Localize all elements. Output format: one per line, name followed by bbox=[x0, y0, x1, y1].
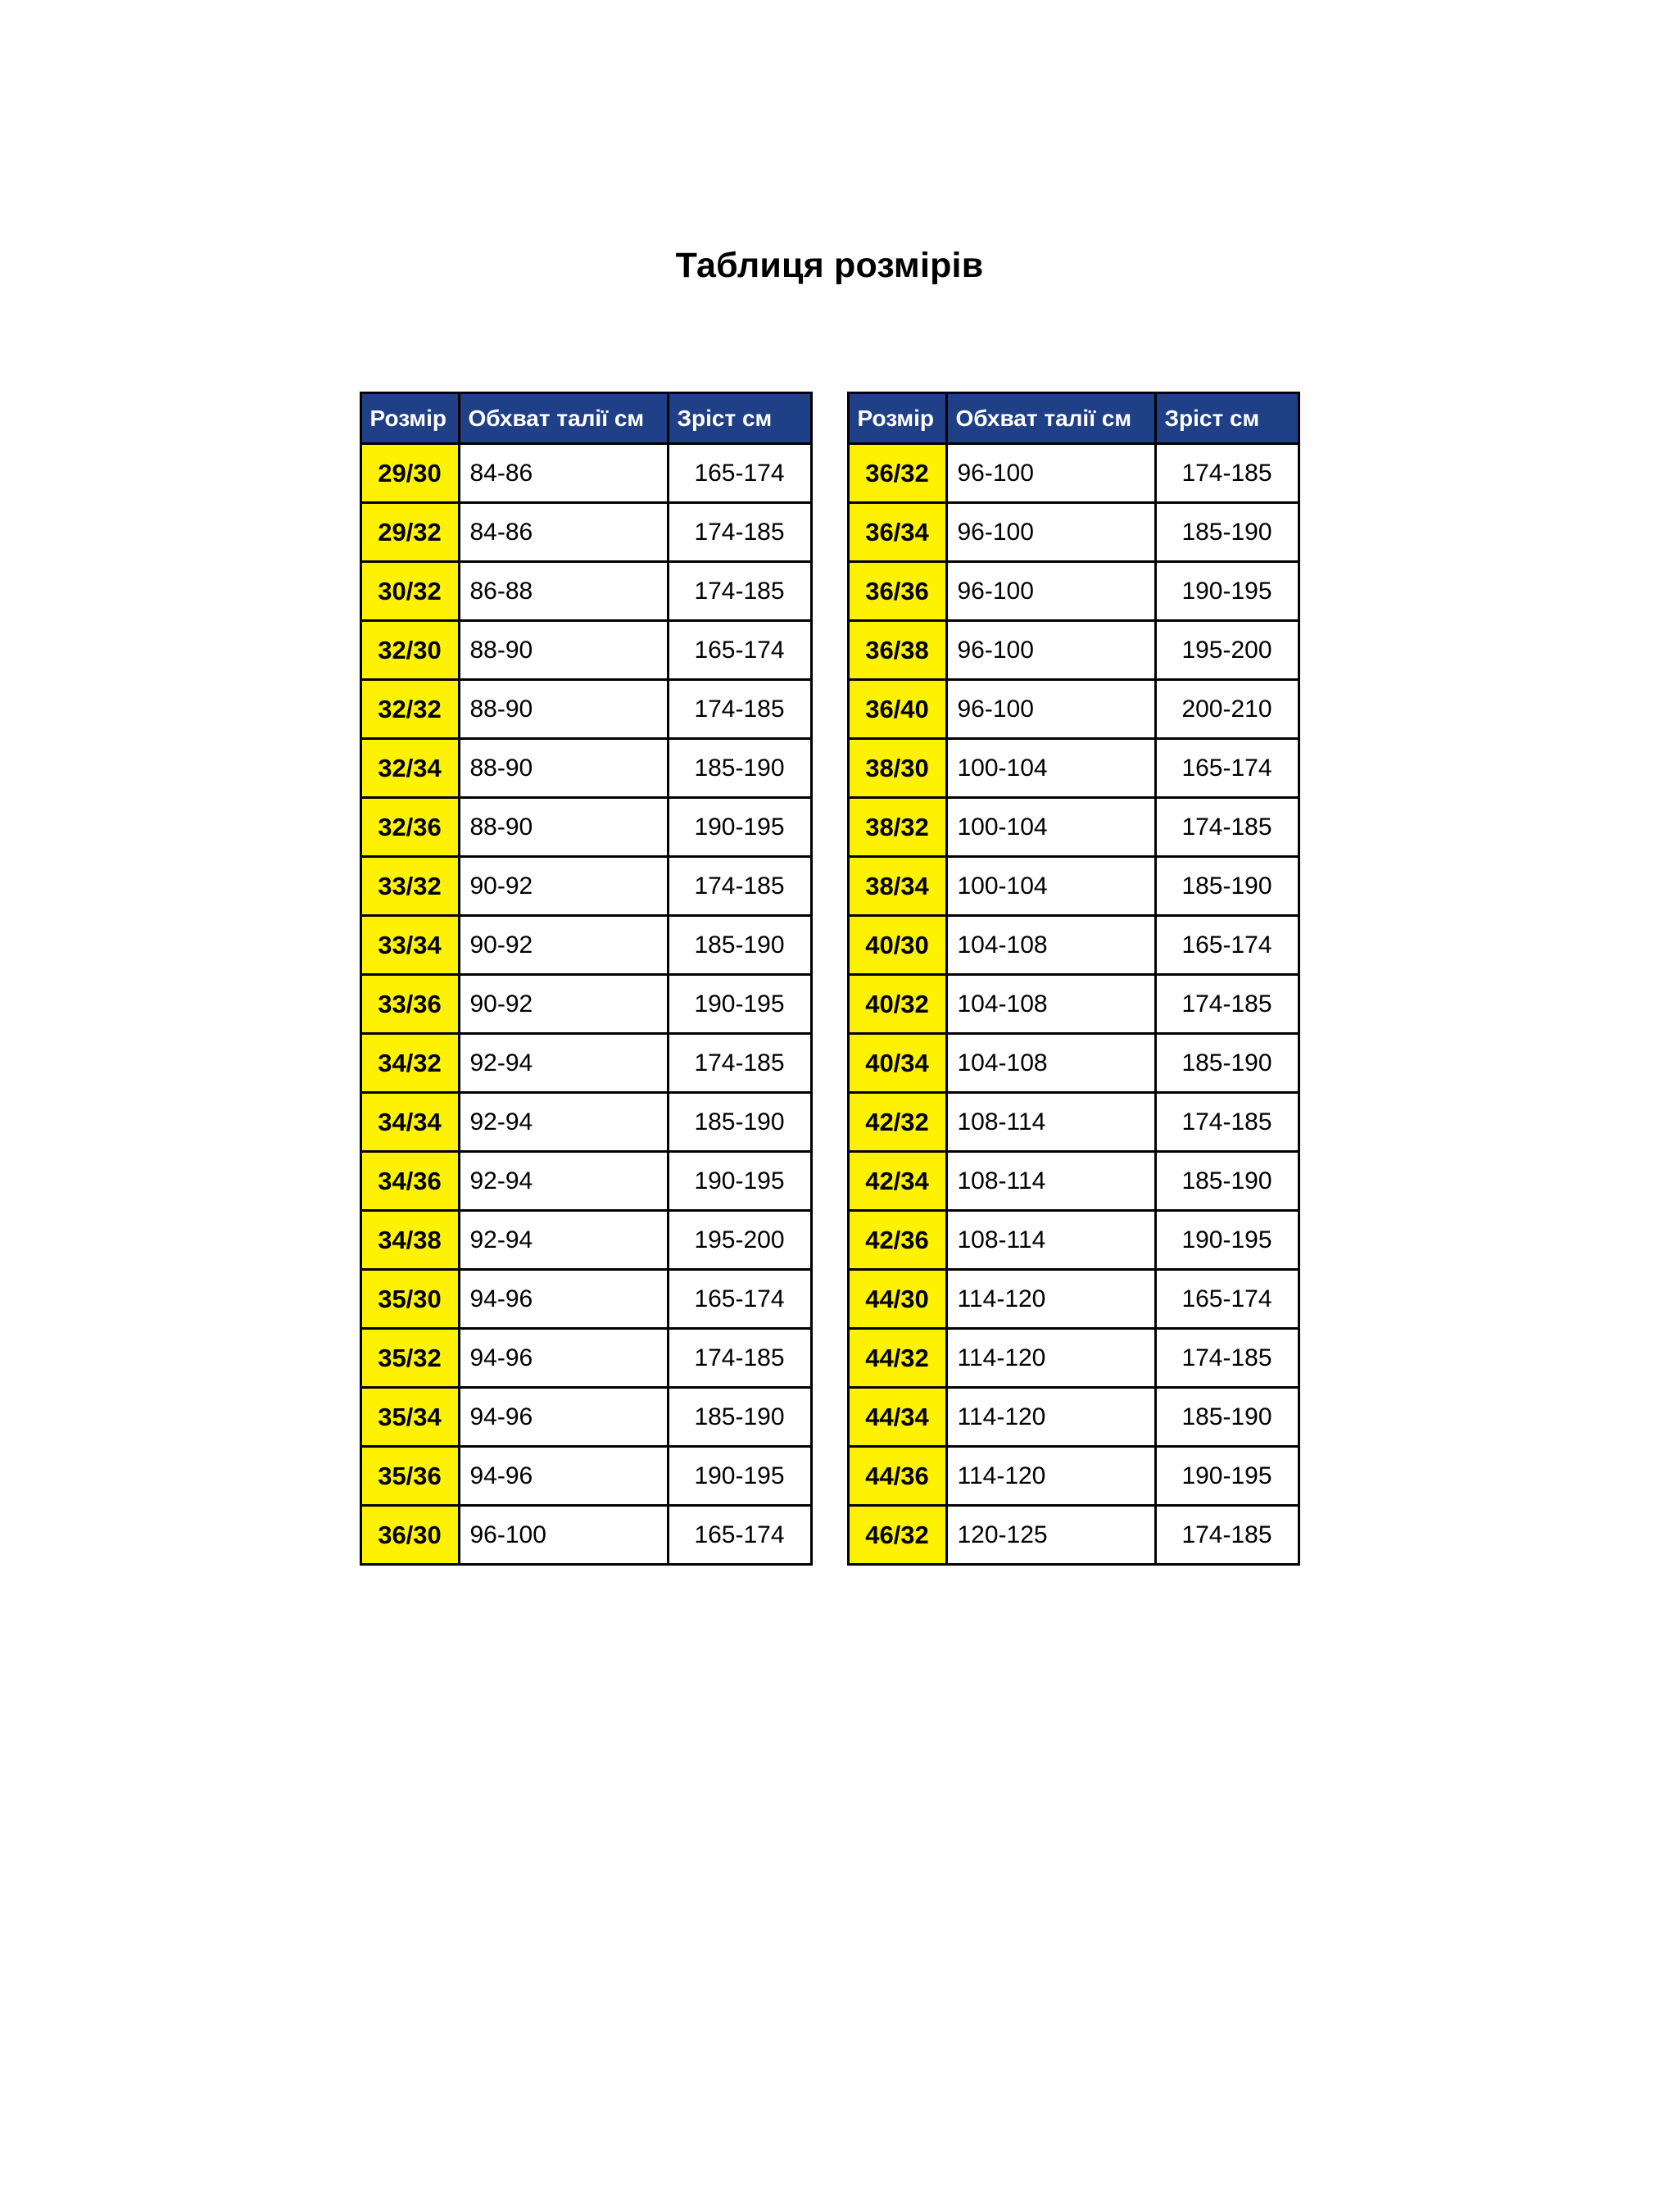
cell-waist: 94-96 bbox=[459, 1270, 668, 1329]
cell-waist: 88-90 bbox=[459, 621, 668, 680]
cell-waist: 100-104 bbox=[946, 857, 1155, 916]
table-header-right bbox=[848, 393, 1299, 444]
table-row bbox=[360, 857, 811, 916]
cell-waist: 96-100 bbox=[946, 444, 1155, 503]
cell-waist: 84-86 bbox=[459, 444, 668, 503]
cell-size: 42/34 bbox=[848, 1152, 946, 1211]
table-header-row bbox=[848, 393, 1299, 444]
table-row bbox=[848, 1034, 1299, 1093]
page-title: Таблиця розмірів bbox=[675, 246, 984, 285]
cell-waist: 100-104 bbox=[946, 739, 1155, 798]
column-header-waist: Обхват талії см bbox=[946, 393, 1155, 444]
cell-size: 42/36 bbox=[848, 1211, 946, 1270]
cell-height: 165-174 bbox=[668, 1506, 811, 1565]
cell-height: 174-185 bbox=[668, 680, 811, 739]
table-row bbox=[360, 621, 811, 680]
cell-height: 174-185 bbox=[1155, 1329, 1299, 1388]
cell-height: 185-190 bbox=[1155, 1034, 1299, 1093]
cell-height: 190-195 bbox=[668, 1447, 811, 1506]
cell-height: 190-195 bbox=[668, 1152, 811, 1211]
table-row bbox=[360, 1447, 811, 1506]
cell-size: 32/34 bbox=[360, 739, 459, 798]
table-row bbox=[848, 1093, 1299, 1152]
cell-size: 44/30 bbox=[848, 1270, 946, 1329]
table-row bbox=[848, 621, 1299, 680]
cell-waist: 104-108 bbox=[946, 916, 1155, 975]
table-row bbox=[848, 975, 1299, 1034]
cell-size: 36/32 bbox=[848, 444, 946, 503]
cell-height: 174-185 bbox=[668, 857, 811, 916]
table-row bbox=[848, 503, 1299, 562]
cell-size: 33/34 bbox=[360, 916, 459, 975]
cell-waist: 92-94 bbox=[459, 1034, 668, 1093]
cell-height: 190-195 bbox=[1155, 562, 1299, 621]
cell-size: 40/34 bbox=[848, 1034, 946, 1093]
cell-height: 174-185 bbox=[1155, 1506, 1299, 1565]
cell-height: 185-190 bbox=[668, 916, 811, 975]
cell-size: 36/36 bbox=[848, 562, 946, 621]
table-header-row bbox=[360, 393, 811, 444]
cell-height: 174-185 bbox=[668, 562, 811, 621]
cell-waist: 92-94 bbox=[459, 1152, 668, 1211]
cell-waist: 120-125 bbox=[946, 1506, 1155, 1565]
column-header-height: Зріст см bbox=[1155, 393, 1299, 444]
cell-height: 174-185 bbox=[1155, 444, 1299, 503]
cell-waist: 108-114 bbox=[946, 1152, 1155, 1211]
cell-height: 195-200 bbox=[668, 1211, 811, 1270]
cell-size: 35/34 bbox=[360, 1388, 459, 1447]
cell-waist: 114-120 bbox=[946, 1388, 1155, 1447]
cell-size: 35/32 bbox=[360, 1329, 459, 1388]
cell-height: 165-174 bbox=[1155, 916, 1299, 975]
table-row bbox=[848, 798, 1299, 857]
cell-waist: 92-94 bbox=[459, 1211, 668, 1270]
table-row bbox=[848, 1211, 1299, 1270]
cell-size: 34/38 bbox=[360, 1211, 459, 1270]
cell-height: 185-190 bbox=[1155, 857, 1299, 916]
column-header-height: Зріст см bbox=[668, 393, 811, 444]
table-row bbox=[848, 739, 1299, 798]
cell-waist: 96-100 bbox=[946, 503, 1155, 562]
table-row bbox=[360, 1211, 811, 1270]
cell-height: 185-190 bbox=[668, 1093, 811, 1152]
cell-height: 185-190 bbox=[668, 739, 811, 798]
cell-waist: 90-92 bbox=[459, 857, 668, 916]
cell-height: 185-190 bbox=[1155, 1388, 1299, 1447]
cell-size: 44/36 bbox=[848, 1447, 946, 1506]
cell-waist: 96-100 bbox=[946, 680, 1155, 739]
table-row bbox=[848, 1329, 1299, 1388]
cell-waist: 114-120 bbox=[946, 1447, 1155, 1506]
cell-height: 174-185 bbox=[1155, 1093, 1299, 1152]
table-body-left bbox=[360, 444, 811, 1565]
table-row bbox=[848, 857, 1299, 916]
cell-size: 34/36 bbox=[360, 1152, 459, 1211]
cell-waist: 96-100 bbox=[946, 562, 1155, 621]
table-row bbox=[360, 916, 811, 975]
cell-size: 33/32 bbox=[360, 857, 459, 916]
table-row bbox=[360, 1388, 811, 1447]
cell-waist: 100-104 bbox=[946, 798, 1155, 857]
table-row bbox=[848, 444, 1299, 503]
cell-waist: 108-114 bbox=[946, 1211, 1155, 1270]
cell-size: 29/32 bbox=[360, 503, 459, 562]
table-row bbox=[848, 1506, 1299, 1565]
table-row bbox=[360, 1034, 811, 1093]
cell-height: 190-195 bbox=[1155, 1211, 1299, 1270]
cell-waist: 94-96 bbox=[459, 1447, 668, 1506]
cell-height: 190-195 bbox=[668, 975, 811, 1034]
cell-height: 185-190 bbox=[668, 1388, 811, 1447]
cell-waist: 88-90 bbox=[459, 680, 668, 739]
table-row bbox=[848, 1152, 1299, 1211]
cell-height: 195-200 bbox=[1155, 621, 1299, 680]
table-row bbox=[848, 1388, 1299, 1447]
cell-height: 174-185 bbox=[1155, 975, 1299, 1034]
table-row bbox=[360, 503, 811, 562]
cell-size: 38/34 bbox=[848, 857, 946, 916]
cell-waist: 114-120 bbox=[946, 1329, 1155, 1388]
table-row bbox=[848, 1447, 1299, 1506]
cell-waist: 96-100 bbox=[459, 1506, 668, 1565]
cell-waist: 88-90 bbox=[459, 798, 668, 857]
table-row bbox=[360, 739, 811, 798]
cell-waist: 86-88 bbox=[459, 562, 668, 621]
table-row bbox=[848, 916, 1299, 975]
cell-size: 33/36 bbox=[360, 975, 459, 1034]
cell-waist: 90-92 bbox=[459, 916, 668, 975]
cell-waist: 94-96 bbox=[459, 1329, 668, 1388]
cell-height: 174-185 bbox=[668, 1034, 811, 1093]
table-row bbox=[360, 562, 811, 621]
cell-size: 34/32 bbox=[360, 1034, 459, 1093]
table-row bbox=[360, 680, 811, 739]
cell-height: 190-195 bbox=[1155, 1447, 1299, 1506]
cell-waist: 84-86 bbox=[459, 503, 668, 562]
size-table-right bbox=[847, 392, 1300, 1566]
table-row bbox=[360, 1152, 811, 1211]
cell-size: 32/30 bbox=[360, 621, 459, 680]
cell-waist: 88-90 bbox=[459, 739, 668, 798]
cell-waist: 104-108 bbox=[946, 975, 1155, 1034]
cell-size: 36/40 bbox=[848, 680, 946, 739]
cell-height: 185-190 bbox=[1155, 1152, 1299, 1211]
cell-height: 174-185 bbox=[668, 503, 811, 562]
cell-waist: 104-108 bbox=[946, 1034, 1155, 1093]
table-row bbox=[360, 1093, 811, 1152]
cell-waist: 94-96 bbox=[459, 1388, 668, 1447]
cell-height: 190-195 bbox=[668, 798, 811, 857]
cell-size: 42/32 bbox=[848, 1093, 946, 1152]
table-body-right bbox=[848, 444, 1299, 1565]
cell-waist: 108-114 bbox=[946, 1093, 1155, 1152]
cell-size: 34/34 bbox=[360, 1093, 459, 1152]
cell-size: 30/32 bbox=[360, 562, 459, 621]
cell-size: 44/32 bbox=[848, 1329, 946, 1388]
cell-height: 185-190 bbox=[1155, 503, 1299, 562]
table-row bbox=[360, 1270, 811, 1329]
cell-waist: 92-94 bbox=[459, 1093, 668, 1152]
cell-height: 200-210 bbox=[1155, 680, 1299, 739]
cell-height: 165-174 bbox=[668, 1270, 811, 1329]
size-tables-container bbox=[0, 392, 1659, 1566]
table-row bbox=[360, 1329, 811, 1388]
cell-size: 36/30 bbox=[360, 1506, 459, 1565]
cell-height: 165-174 bbox=[1155, 739, 1299, 798]
cell-size: 44/34 bbox=[848, 1388, 946, 1447]
cell-size: 35/36 bbox=[360, 1447, 459, 1506]
cell-size: 46/32 bbox=[848, 1506, 946, 1565]
cell-size: 38/30 bbox=[848, 739, 946, 798]
cell-size: 38/32 bbox=[848, 798, 946, 857]
cell-size: 36/34 bbox=[848, 503, 946, 562]
cell-height: 165-174 bbox=[668, 621, 811, 680]
table-row bbox=[360, 444, 811, 503]
table-row bbox=[848, 680, 1299, 739]
cell-waist: 114-120 bbox=[946, 1270, 1155, 1329]
column-header-waist: Обхват талії см bbox=[459, 393, 668, 444]
cell-height: 174-185 bbox=[1155, 798, 1299, 857]
size-table-left bbox=[360, 392, 813, 1566]
table-row bbox=[360, 1506, 811, 1565]
column-header-size: Розмір bbox=[848, 393, 946, 444]
table-header-left bbox=[360, 393, 811, 444]
cell-height: 165-174 bbox=[668, 444, 811, 503]
column-header-size: Розмір bbox=[360, 393, 459, 444]
cell-size: 32/32 bbox=[360, 680, 459, 739]
cell-height: 174-185 bbox=[668, 1329, 811, 1388]
cell-waist: 90-92 bbox=[459, 975, 668, 1034]
cell-size: 36/38 bbox=[848, 621, 946, 680]
cell-size: 40/32 bbox=[848, 975, 946, 1034]
cell-size: 40/30 bbox=[848, 916, 946, 975]
cell-height: 165-174 bbox=[1155, 1270, 1299, 1329]
cell-size: 35/30 bbox=[360, 1270, 459, 1329]
cell-size: 32/36 bbox=[360, 798, 459, 857]
table-row bbox=[848, 562, 1299, 621]
cell-size: 29/30 bbox=[360, 444, 459, 503]
cell-waist: 96-100 bbox=[946, 621, 1155, 680]
table-row bbox=[848, 1270, 1299, 1329]
table-row bbox=[360, 798, 811, 857]
table-row bbox=[360, 975, 811, 1034]
